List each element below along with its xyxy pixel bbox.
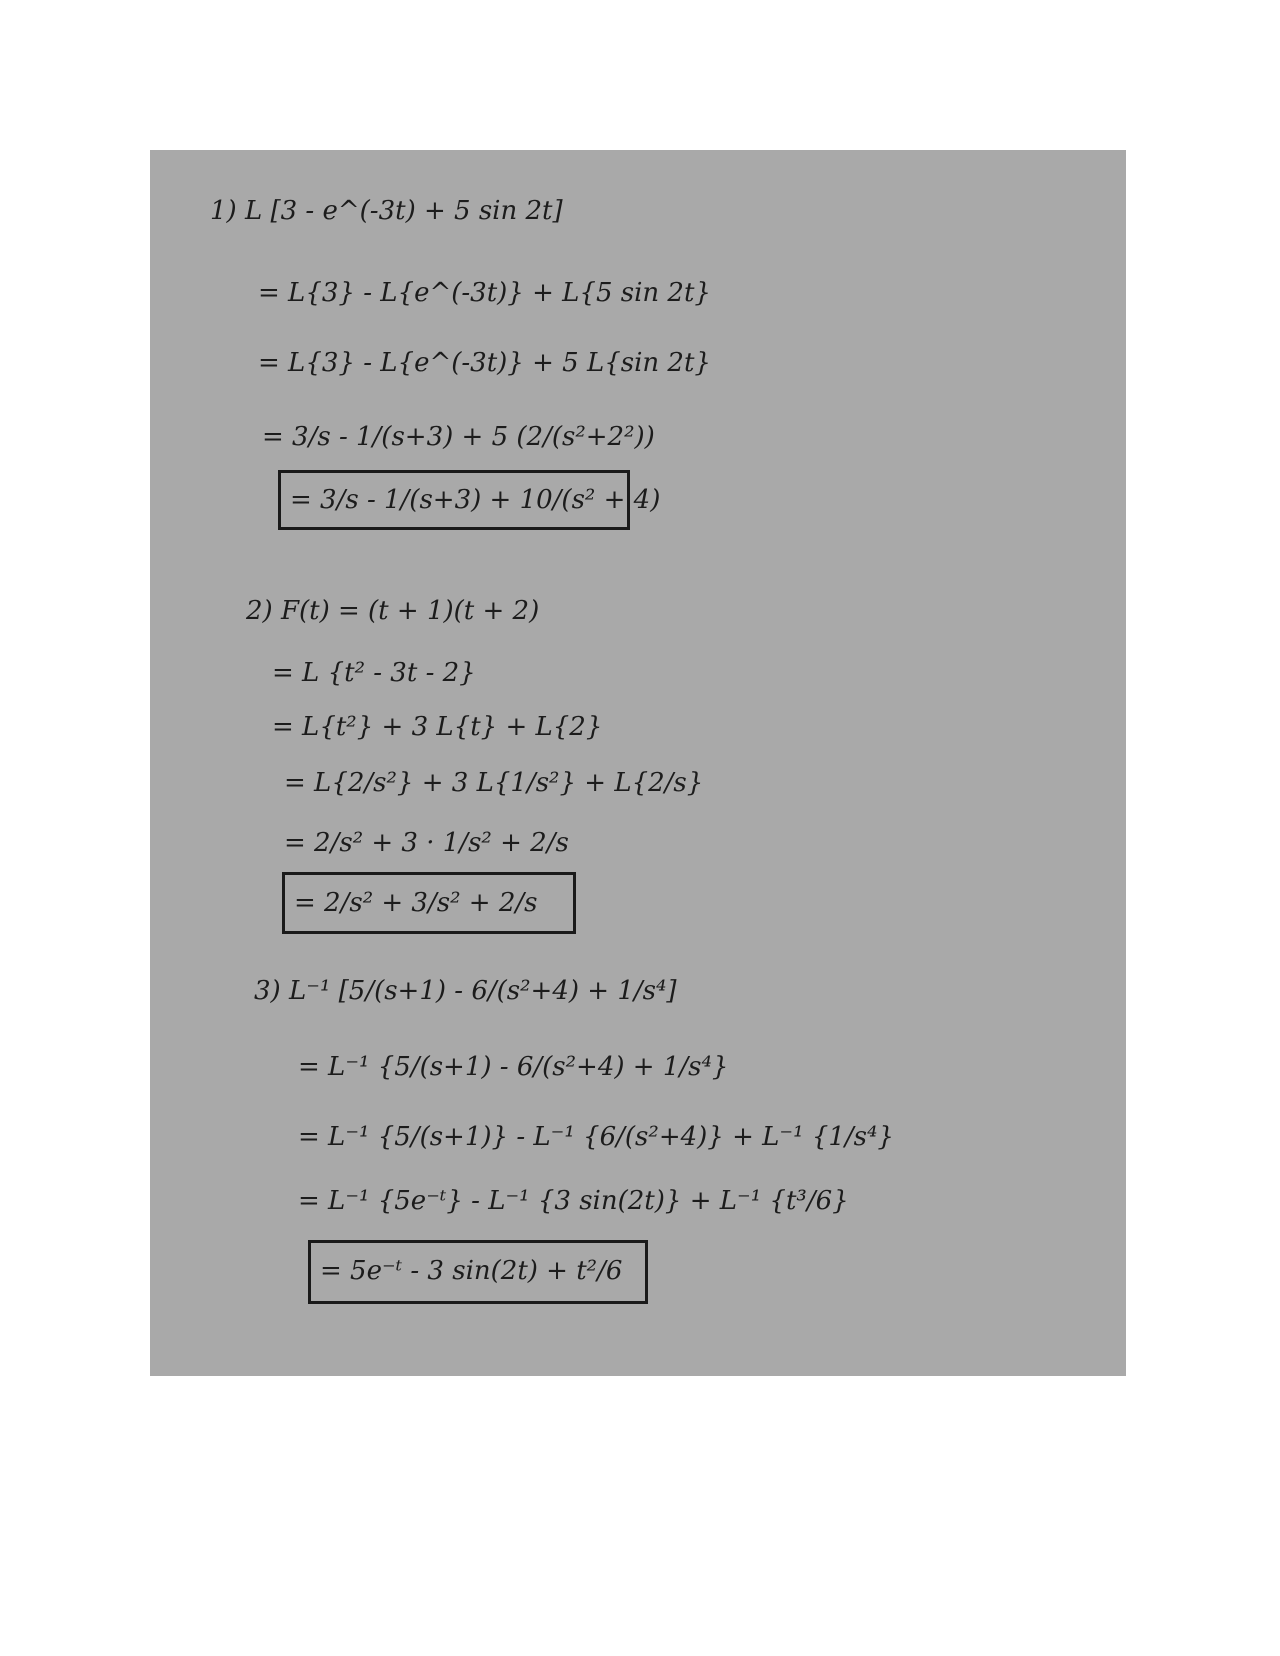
problem-1-answer: = 3/s - 1/(s+3) + 10/(s² + 4) [290,485,661,515]
problem-1-statement: 1) L [3 - e^(-3t) + 5 sin 2t] [210,196,563,226]
problem-3-step: = L⁻¹ {5e⁻ᵗ} - L⁻¹ {3 sin(2t)} + L⁻¹ {t³/6} [298,1186,849,1216]
problem-3-statement: 3) L⁻¹ [5/(s+1) - 6/(s²+4) + 1/s⁴] [254,976,677,1006]
problem-2-answer: = 2/s² + 3/s² + 2/s [294,888,538,918]
problem-2-step: = L{t²} + 3 L{t} + L{2} [272,712,603,742]
problem-3-step: = L⁻¹ {5/(s+1) - 6/(s²+4) + 1/s⁴} [298,1052,729,1082]
problem-1-step: = L{3} - L{e^(-3t)} + L{5 sin 2t} [258,278,711,308]
problem-1-step: = 3/s - 1/(s+3) + 5 (2/(s²+2²)) [262,422,655,452]
problem-3-answer: = 5e⁻ᵗ - 3 sin(2t) + t²/6 [320,1256,623,1286]
problem-2-step: = L{2/s²} + 3 L{1/s²} + L{2/s} [284,768,704,798]
problem-3-step: = L⁻¹ {5/(s+1)} - L⁻¹ {6/(s²+4)} + L⁻¹ {1/s⁴} [298,1122,894,1152]
problem-1-step: = L{3} - L{e^(-3t)} + 5 L{sin 2t} [258,348,711,378]
problem-2-step: = 2/s² + 3 · 1/s² + 2/s [284,828,569,858]
problem-2-statement: 2) F(t) = (t + 1)(t + 2) [246,596,540,626]
handwritten-page-photo [150,150,1126,1376]
problem-2-step: = L {t² - 3t - 2} [272,658,476,688]
